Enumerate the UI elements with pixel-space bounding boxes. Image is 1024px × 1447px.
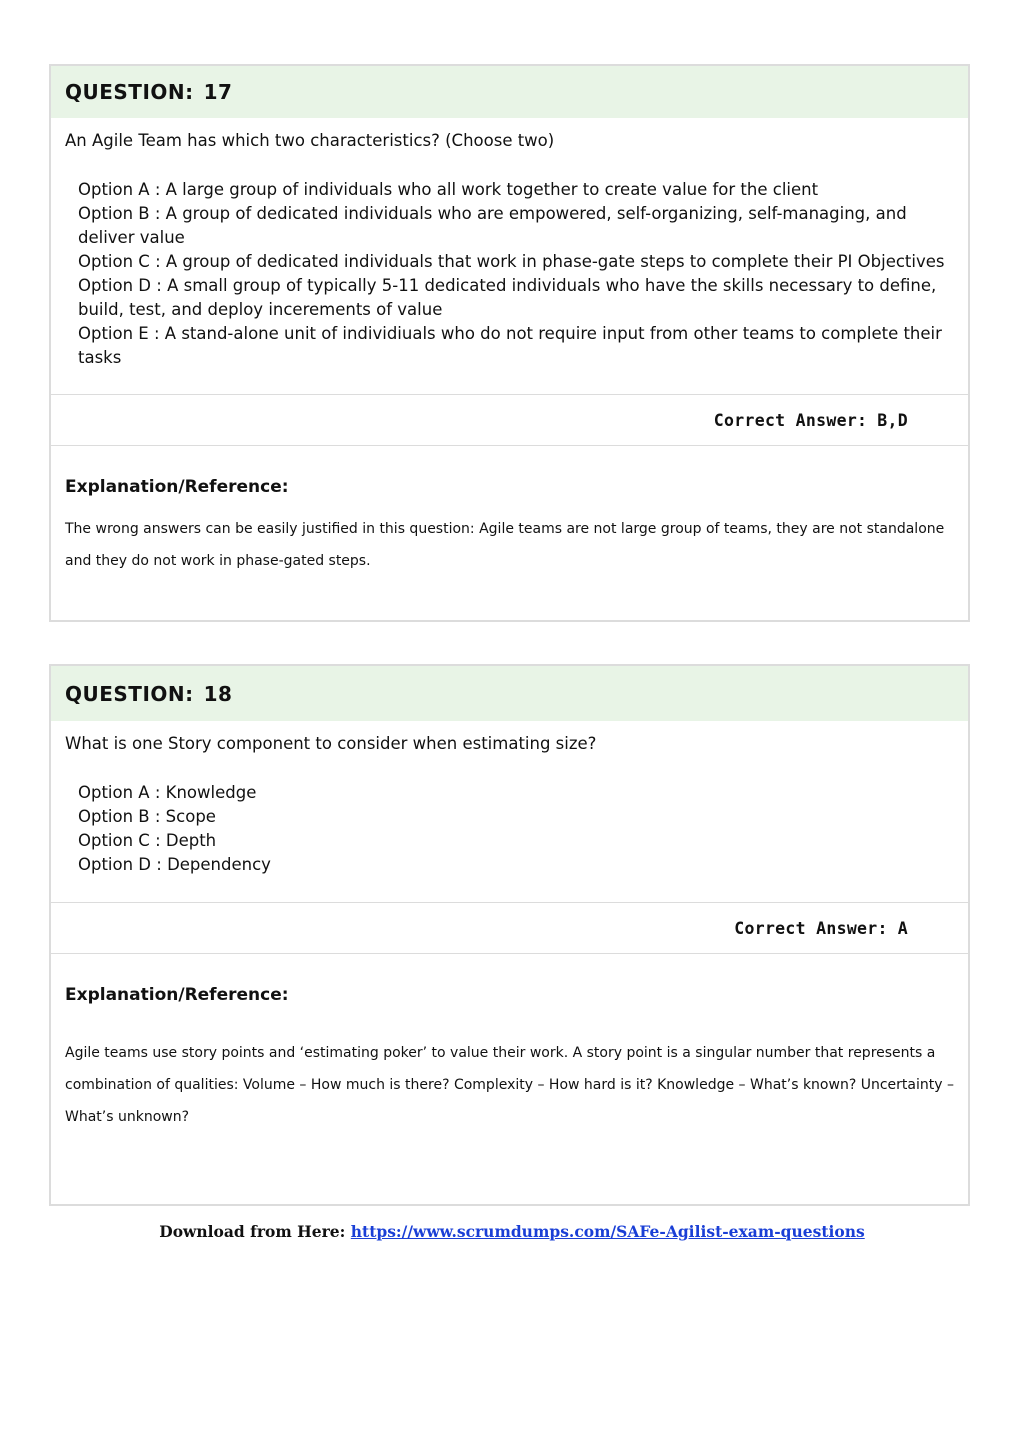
question-label: QUESTION: bbox=[65, 80, 194, 104]
option-e: Option E : A stand-alone unit of individiuals who do not require input from other teams to complete their tasks bbox=[78, 324, 942, 367]
option-c: Option C : Depth bbox=[78, 831, 217, 850]
question-text: An Agile Team has which two characteristics? (Choose two) bbox=[65, 131, 555, 150]
footer-label: Download from Here: bbox=[159, 1222, 346, 1241]
option-a: Option A : A large group of individuals who all work together to create value for the client bbox=[78, 180, 819, 199]
explanation-text: The wrong answers can be easily justified in this question: Agile teams are not large group of teams, they are not standalone and they do not work in phase-gated steps. bbox=[65, 521, 945, 569]
question-number: 17 bbox=[203, 80, 233, 104]
question-text: What is one Story component to consider when estimating size? bbox=[65, 734, 597, 753]
download-footer bbox=[0, 1222, 1024, 1241]
question-number: 18 bbox=[203, 681, 233, 706]
explanation-title: Explanation/Reference: bbox=[65, 477, 289, 497]
question-card-18 bbox=[49, 664, 970, 1206]
option-b: Option B : Scope bbox=[78, 807, 216, 826]
question-header bbox=[51, 666, 968, 721]
option-c: Option C : A group of dedicated individuals that work in phase-gate steps to complete their PI Objectives bbox=[78, 252, 945, 271]
option-b: Option B : A group of dedicated individuals who are empowered, self-organizing, self-managing, and deliver value bbox=[78, 204, 907, 247]
question-header bbox=[51, 66, 968, 118]
option-list bbox=[65, 178, 954, 370]
question-body bbox=[51, 118, 968, 370]
question-card-17 bbox=[49, 64, 970, 622]
download-link[interactable]: https://www.scrumdumps.com/SAFe-Agilist-exam-questions bbox=[350, 1222, 865, 1241]
correct-answer-label: Correct Answer: bbox=[713, 410, 868, 430]
correct-answer bbox=[51, 903, 968, 953]
question-label: QUESTION: bbox=[65, 681, 194, 706]
explanation-text: Agile teams use story points and ‘estimating poker’ to value their work. A story point is a singular number that represents a combination of qualities: Volume – How much is there? Complexity – How hard is it? Knowledge – What’s known? Uncertainty – What’s unknown? bbox=[65, 1045, 954, 1125]
correct-answer bbox=[51, 395, 968, 445]
correct-answer-label: Correct Answer: bbox=[734, 918, 888, 938]
question-body bbox=[51, 721, 968, 877]
option-d: Option D : A small group of typically 5-11 dedicated individuals who have the skills necessary to define, build, test, and deploy incerements of value bbox=[78, 276, 937, 319]
explanation-section bbox=[51, 446, 968, 577]
explanation-title: Explanation/Reference: bbox=[65, 985, 289, 1005]
correct-answer-value: B,D bbox=[877, 410, 908, 430]
correct-answer-value: A bbox=[897, 918, 908, 938]
option-d: Option D : Dependency bbox=[78, 855, 271, 874]
explanation-section bbox=[51, 954, 968, 1133]
option-a: Option A : Knowledge bbox=[78, 783, 257, 802]
option-list bbox=[65, 781, 954, 877]
